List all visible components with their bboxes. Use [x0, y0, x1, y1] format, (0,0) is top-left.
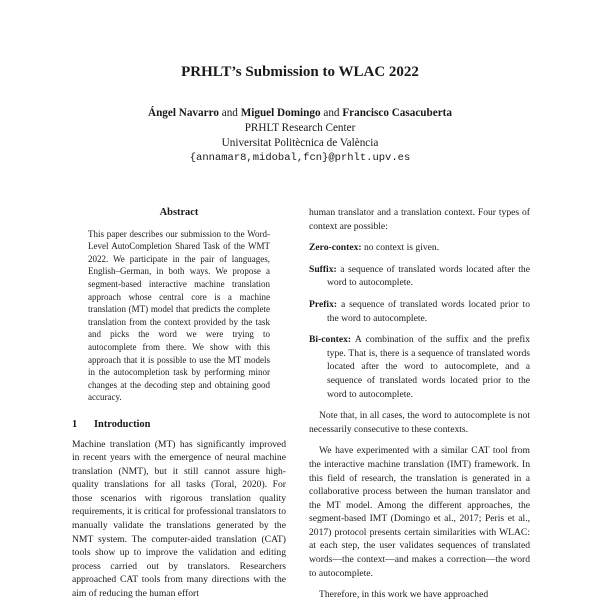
author-2: Miguel Domingo: [240, 107, 321, 119]
context-item-bicontex: [309, 333, 530, 401]
author-1: Ángel Navarro: [147, 107, 219, 119]
abstract-text: This paper describes our submission to the Word-Level AutoCompletion Shared Task of the WMT 2022. We participate in the pair of languages, English–German, in both ways. We propose a segment-based interactive machine translation approach whose central core is a machine translation (MT) model that predicts the complete translation from the context provided by the task and picks the word we were trying to autocomplete from there. We show with this approach that it is possible to use the MT models in the autocompletion task by performing minor changes at the decoding step and obtaining good accuracy.: [88, 228, 270, 403]
context-desc: A combination of the suffix and the prefix type. That is, there is a sequence of translated words located after the word to autocomplete, and a sequence of translated words located prior to the word to autocomplete.: [327, 334, 530, 400]
author-sep: and: [221, 107, 238, 119]
context-desc: a sequence of translated words located prior to the word to autocomplete.: [327, 298, 530, 324]
section-number: 1: [72, 418, 78, 430]
section-heading-introduction: [72, 418, 286, 432]
section-title: Introduction: [94, 418, 151, 430]
note-paragraph: Note that, in all cases, the word to autocomplete is not necessarily consecutive to these contexts.: [309, 410, 530, 435]
author-block: [0, 106, 600, 166]
context-term: Suffix:: [309, 263, 337, 275]
context-item-zero: [309, 241, 530, 255]
left-column: [72, 206, 286, 601]
author-email[interactable]: {annamar8,midobal,fcn}@prhlt.upv.es: [189, 152, 411, 164]
affiliation-2: Universitat Politècnica de València: [221, 137, 379, 149]
context-desc: no context is given.: [363, 242, 440, 254]
context-item-suffix: [309, 263, 530, 290]
author-sep: and: [323, 107, 340, 119]
cat-paragraph: We have experimented with a similar CAT tool from the interactive machine translation (IMT) framework. In this field of research, the translation is generated in a collaborative process between the human translator and the MT model. Among the different approaches, the segment-based IMT (Domingo et al., 2017; Peris et al., 2017) protocol presents certain similarities with WLAC: at each step, the user validates sequences of translated words—the context—and makes a correction—the word to autocomplete.: [309, 445, 530, 579]
abstract-heading: Abstract: [159, 207, 199, 218]
context-term: Bi-contex:: [309, 334, 352, 346]
context-item-prefix: [309, 298, 530, 325]
author-line: [0, 106, 600, 121]
context-desc: a sequence of translated words located after the word to autocomplete.: [327, 263, 530, 289]
context-term: Prefix:: [309, 298, 338, 310]
context-term: Zero-contex:: [309, 242, 362, 254]
paper-title: PRHLT’s Submission to WLAC 2022: [181, 64, 419, 80]
context-lead: human translator and a translation context. Four types of context are possible:: [309, 207, 530, 232]
affiliation-1: PRHLT Research Center: [244, 122, 356, 134]
therefore-paragraph: Therefore, in this work we have approached: [319, 589, 489, 601]
intro-paragraph: Machine translation (MT) has significantly improved in recent years with the emergence of neural machine translation (NMT), but it still cannot assure high-quality translations for all tasks (Toral, 2020). For those scenarios with rigorous translation quality requirements, it is critical for professional translators to manually validate the translations generated by the NMT system. The computer-aided translation (CAT) tools show up to improve the validation and editing process carried out by translators. Researchers approached CAT tools from many directions with the aim of reducing the human effort: [72, 438, 286, 600]
right-column: [309, 206, 530, 602]
author-3: Francisco Casacuberta: [342, 107, 452, 119]
